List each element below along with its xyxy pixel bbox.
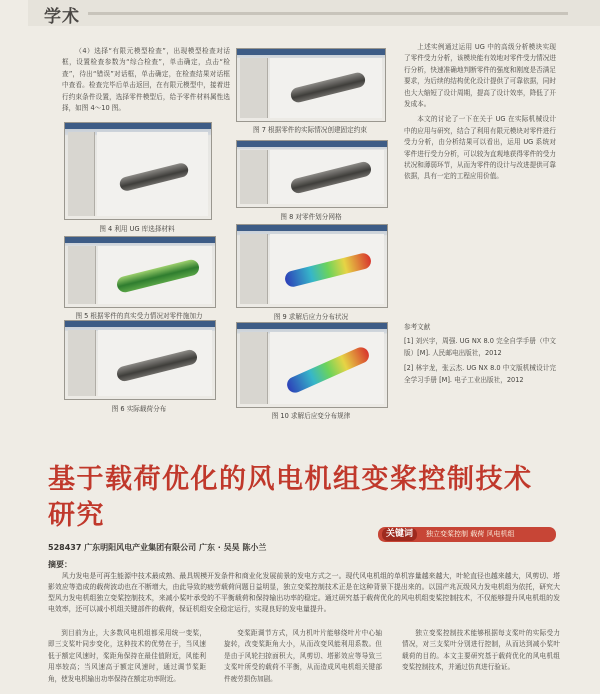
body-paragraph: 变桨距调节方式，风力机叶片能够绕叶片中心轴旋转，改变桨距角大小，从而改变风能利用系数。但是由于风轮扫掠面积大，风剪切、塔影效应等导致三支桨叶所受的载荷不平衡，从而造成风电机组关键部件疲劳损伤加剧。: [224, 629, 382, 683]
figure-8-caption: 图 8 对零件划分网格: [280, 213, 342, 221]
right-paragraph: 本文的讨论了一下在关于 UG 在实际机械设计中的应用与研究，结合了利用有限元模块对零件进行受力分析，由分析结果可以看出，运用 UG 系统对零件进行受力分析，可以较为直观地获得零件的受力状况和薄弱环节，从而为零件的设计与改进提供可靠依据，具有一定的工程应用价值。: [404, 115, 556, 181]
abstract-label: 摘要：: [48, 560, 72, 569]
figure-8-screenshot: [236, 140, 388, 208]
figure-7-screenshot: [236, 48, 386, 122]
abstract-text: 风力发电是可再生能源中技术最成熟、最具规模开发条件和商业化发展前景的发电方式之一。现代风电机组的单机容量越来越大，叶轮直径也越来越大，风剪切、塔影效应等造成的载荷波动也在不断增大，由此导致的疲劳载荷问题日益明显，独立变桨控制技术正是在这种背景下提出来的。以国产兆瓦级风力发电机组为依托，研究大型风力发电机组独立变桨控制技术，来减小桨叶承受的不平衡载荷和保持输出功率的稳定。通过研究基于载荷优化的风电机组变桨控制技术，不仅能够提升风电机组的发电效率，还可以减小机组关键部件的载荷，保证机组安全稳定运行，实现良好的发电量提升。: [48, 572, 560, 613]
body-paragraph: 到目前为止，大多数风电机组都采用统一变桨，即三支桨叶同步变化，这种技术的优势在于，当风速低于额定风速时，桨距角保持在最佳值附近，风能利用率较高；当风速高于额定风速时，通过调节桨距角，使发电机输出功率保持在额定功率附近。: [48, 629, 206, 683]
references-title: 参考文献: [404, 323, 431, 331]
reference-item: [2] 林宇龙，张云杰. UG NX 8.0 中文版机械设计完全学习手册 [M]. 电子工业出版社，2012: [404, 364, 556, 384]
references: [404, 322, 556, 390]
figure-6-caption: 图 6 实际载荷分布: [111, 405, 167, 413]
keywords-values: 独立变桨控制 载荷 风电机组: [426, 530, 515, 538]
figure-4-caption: 图 4 利用 UG 库选择材料: [99, 225, 175, 233]
keywords-bar: [378, 527, 556, 542]
body-column-1: [48, 628, 206, 685]
figure-10-caption: 图 10 求解后应变分布规律: [271, 412, 351, 420]
figure-9-screenshot: [236, 224, 388, 308]
right-column-text: [404, 42, 556, 187]
section-label: 学术: [44, 7, 80, 27]
left-paragraph: （4）选择“有限元模型检查”，出现模型检查对话框，设置检查参数为“综合检查”，单击确定，点击“检查”，待出“错误”对话框，单击确定，在检查结果对话框中查看。检查完毕后单击返回，在有限元模型中，接着进行约束条件设置，选择零件模型后，给予零件材料属性选择，如图 4～10 图。: [62, 47, 230, 113]
author-line: 528437 广东明阳风电产业集团有限公司 广东 · 吴昊 陈小兰: [48, 543, 267, 552]
header-rule: [88, 12, 568, 15]
article-title: 基于载荷优化的风电机组变桨控制技术研究: [48, 464, 533, 531]
right-paragraph: 上述实例通过运用 UG 中的高级分析模块实现了零件受力分析，该模块能有效地对零件受力情况进行分析，快速准确地判断零件的强度和刚度是否满足要求，为后续的结构优化设计提供了可靠依据，同时也大大缩短了设计周期，提高了设计效率，降低了开发成本。: [404, 43, 556, 109]
body-paragraph: 独立变桨控制技术能够根据每支桨叶的实际受力情况，对三支桨叶分别进行控制，从而达到减小桨叶载荷的目的。本文主要研究基于载荷优化的风电机组变桨控制技术，并通过仿真进行验证。: [402, 629, 560, 672]
body-column-2: [224, 628, 382, 685]
figure-7-caption: 图 7 根据零件的实际情况创建固定约束: [253, 126, 367, 134]
left-column-text: [62, 46, 230, 118]
figure-10-screenshot: [236, 322, 388, 408]
figure-4-screenshot: [64, 122, 212, 220]
body-column-3: [402, 628, 560, 674]
figure-5-screenshot: [64, 236, 216, 308]
figure-5-caption: 图 5 根据零件的真实受力情况对零件施加力: [75, 312, 203, 320]
figure-6-screenshot: [64, 320, 216, 400]
reference-item: [1] 刘兴宇，周强. UG NX 8.0 完全自学手册（中文版）[M]. 人民邮电出版社，2012: [404, 337, 556, 357]
keywords-label: 关键词: [382, 528, 417, 541]
figure-9-caption: 图 9 求解后应力分布状况: [273, 313, 349, 321]
